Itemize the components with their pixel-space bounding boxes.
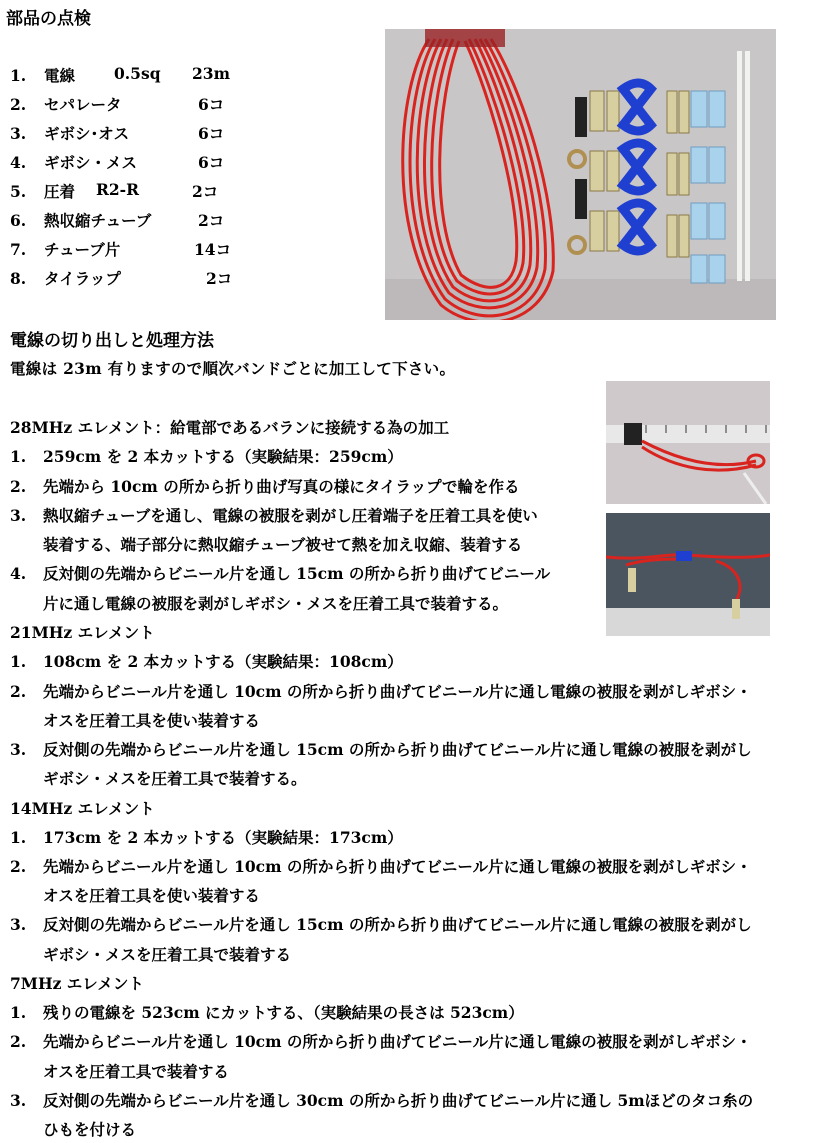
list-item-cont: ギボシ・メスを圧着工具で装着する bbox=[43, 945, 292, 964]
list-item-cont: オスを圧着工具で装着する bbox=[43, 1062, 229, 1081]
list-item: 3. 反対側の先端からビニール片を通し 15cm の所から折り曲げてビニール片に通し電線の被服を剥がし bbox=[10, 915, 752, 934]
intro-text: 電線は 23m 有りますので順次バンドごとに加工して下さい。 bbox=[10, 359, 456, 378]
photo-loop bbox=[606, 381, 770, 504]
list-item: 4. 反対側の先端からビニール片を通し 15cm の所から折り曲げてビニール bbox=[10, 564, 551, 583]
list-item: 2. 先端から 10cm の所から折り曲げ写真の様にタイラップで輪を作る bbox=[10, 477, 520, 496]
section-title: 28MHz エレメント：給電部であるバランに接続する為の加工 bbox=[10, 418, 450, 437]
section-title: 7MHz エレメント bbox=[10, 974, 144, 993]
list-item-cont: ひもを付ける bbox=[43, 1120, 137, 1139]
list-item: 1. 残りの電線を 523cm にカットする、（実験結果の長さは 523cm） bbox=[10, 1003, 524, 1022]
list-item: 3. 反対側の先端からビニール片を通し 30cm の所から折り曲げてビニール片に通し 5mほどのタコ糸の bbox=[10, 1091, 754, 1110]
list-item: 2. 先端からビニール片を通し 10cm の所から折り曲げてビニール片に通し電線の被服を剥がしギボシ・ bbox=[10, 857, 752, 876]
part-item: 2. セパレータ 6コ bbox=[10, 95, 225, 114]
section-heading: 電線の切り出しと処理方法 bbox=[10, 331, 214, 351]
list-item: 1. 173cm を 2 本カットする（実験結果：173cm） bbox=[10, 828, 403, 847]
part-item: 1. 電線 0.5sq 23m bbox=[10, 64, 230, 85]
part-item: 8. タイラップ 2コ bbox=[10, 269, 233, 288]
list-item: 3. 熱収縮チューブを通し、電線の被服を剥がし圧着端子を圧着工具を使い bbox=[10, 506, 538, 525]
part-item: 6. 熱収縮チューブ 2コ bbox=[10, 211, 225, 230]
list-item: 2. 先端からビニール片を通し 10cm の所から折り曲げてビニール片に通し電線の被服を剥がしギボシ・ bbox=[10, 682, 752, 701]
parts-photo bbox=[385, 29, 776, 320]
photo-gibosi bbox=[606, 513, 770, 636]
list-item-cont: 装着する、端子部分に熱収縮チューブ被せて熱を加え収縮、装着する bbox=[43, 535, 523, 554]
list-item-cont: ギボシ・メスを圧着工具で装着する。 bbox=[43, 769, 307, 788]
list-item-cont: オスを圧着工具を使い装着する bbox=[43, 711, 260, 730]
section-title: 21MHz エレメント bbox=[10, 623, 155, 642]
photo-gibosi-image bbox=[606, 513, 770, 636]
list-item: 2. 先端からビニール片を通し 10cm の所から折り曲げてビニール片に通し電線の被服を剥がしギボシ・ bbox=[10, 1032, 752, 1051]
list-item: 3. 反対側の先端からビニール片を通し 15cm の所から折り曲げてビニール片に通し電線の被服を剥がし bbox=[10, 740, 752, 759]
list-item: 1. 108cm を 2 本カットする（実験結果：108cm） bbox=[10, 652, 403, 671]
parts-photo-image bbox=[385, 29, 776, 320]
photo-loop-image bbox=[606, 381, 770, 504]
list-item-cont: 片に通し電線の被服を剥がしギボシ・メスを圧着工具で装着する。 bbox=[43, 594, 509, 613]
list-item-cont: オスを圧着工具を使い装着する bbox=[43, 886, 260, 905]
section-title: 14MHz エレメント bbox=[10, 799, 155, 818]
part-item: 4. ギボシ・メス 6コ bbox=[10, 153, 225, 172]
page-title: 部品の点検 bbox=[6, 9, 91, 29]
part-item: 3. ギボシ･オス 6コ bbox=[10, 124, 225, 143]
list-item: 1. 259cm を 2 本カットする（実験結果：259cm） bbox=[10, 447, 403, 466]
part-item: 7. チューブ片 14コ bbox=[10, 240, 232, 259]
part-item: 5. 圧着 R2-R 2コ bbox=[10, 180, 219, 201]
